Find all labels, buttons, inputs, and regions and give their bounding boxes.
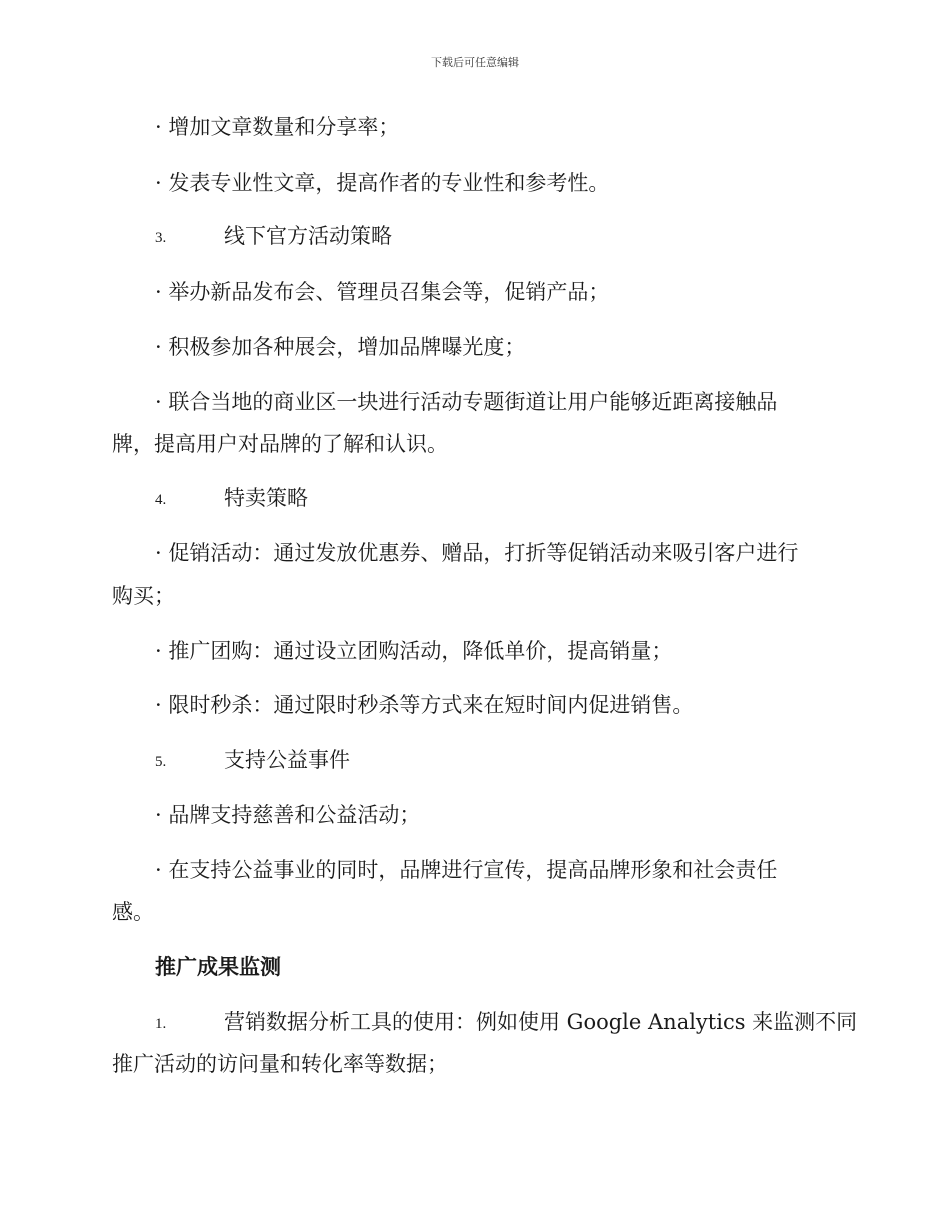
section-heading: 推广成果监测 bbox=[155, 955, 281, 979]
bullet-item: · 联合当地的商业区一块进行活动专题街道让用户能够近距离接触品 bbox=[155, 390, 778, 414]
bullet-item: · 推广团购：通过设立团购活动，降低单价，提高销量； bbox=[155, 639, 673, 663]
bullet-item: · 举办新品发布会、管理员召集会等，促销产品； bbox=[155, 280, 610, 304]
bullet-item: · 促销活动：通过发放优惠券、赠品，打折等促销活动来吸引客户进行 bbox=[155, 541, 799, 565]
list-number: 1. bbox=[155, 1016, 167, 1032]
bullet-item: · 发表专业性文章，提高作者的专业性和参考性。 bbox=[155, 171, 610, 195]
section-number: 4. bbox=[155, 492, 167, 508]
bullet-item-continuation: 牌，提高用户对品牌的了解和认识。 bbox=[112, 432, 448, 456]
bullet-item: · 增加文章数量和分享率； bbox=[155, 115, 400, 139]
section-title: 线下官方活动策略 bbox=[224, 224, 392, 248]
section-title: 特卖策略 bbox=[224, 486, 308, 510]
section-number: 3. bbox=[155, 230, 167, 246]
list-item-text: 营销数据分析工具的使用：例如使用 Google Analytics 来监测不同 bbox=[224, 1010, 858, 1034]
bullet-item-continuation: 购买； bbox=[112, 584, 175, 608]
bullet-item: · 积极参加各种展会，增加品牌曝光度； bbox=[155, 335, 526, 359]
bullet-item: · 在支持公益事业的同时，品牌进行宣传，提高品牌形象和社会责任 bbox=[155, 858, 778, 882]
section-title: 支持公益事件 bbox=[224, 748, 350, 772]
bullet-item-continuation: 感。 bbox=[112, 900, 154, 924]
bullet-item: · 品牌支持慈善和公益活动； bbox=[155, 803, 421, 827]
list-item-continuation: 推广活动的访问量和转化率等数据； bbox=[112, 1052, 448, 1076]
page-header: 下载后可任意编辑 bbox=[431, 56, 519, 69]
section-number: 5. bbox=[155, 754, 167, 770]
bullet-item: · 限时秒杀：通过限时秒杀等方式来在短时间内促进销售。 bbox=[155, 693, 694, 717]
